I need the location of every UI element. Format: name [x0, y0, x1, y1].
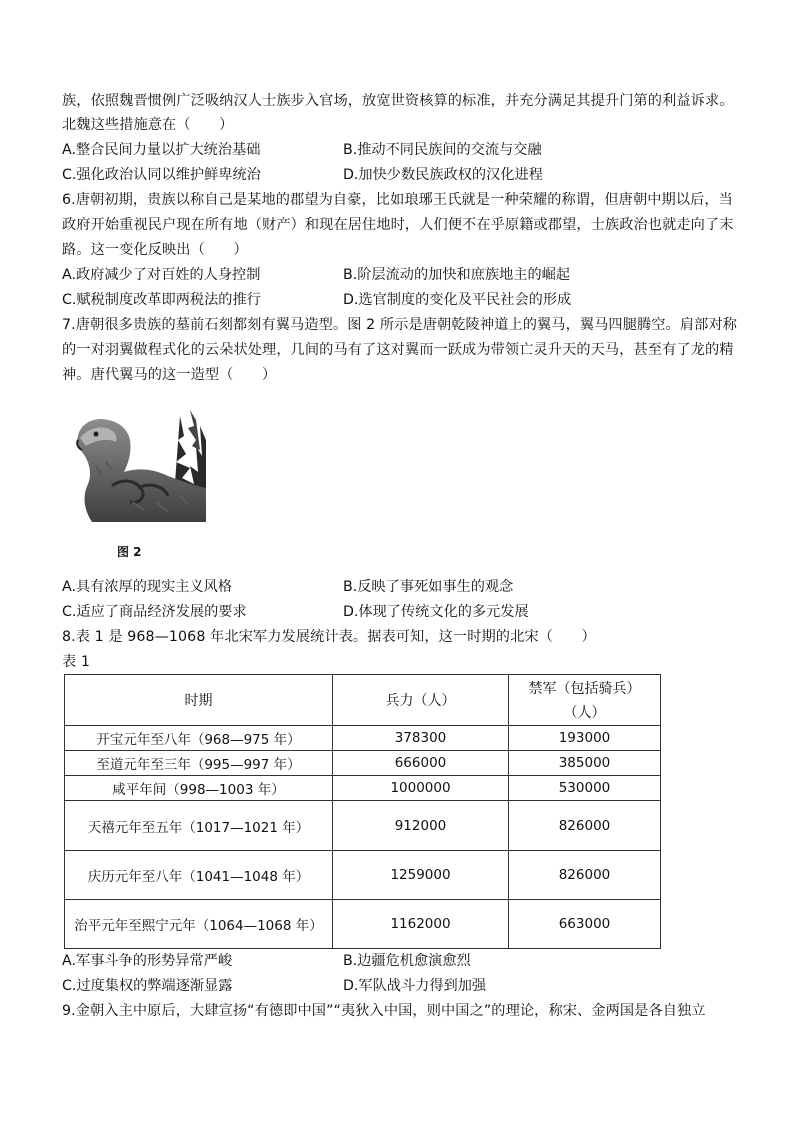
table-row: [65, 801, 661, 851]
cell-troops: 1162000: [333, 900, 509, 949]
table-label: 表 1: [62, 654, 91, 670]
q6-text-line-2: 政府开始重视民户现在所有地（财产）和现在居住地时，人们便不在乎原籍或郡望，士族政治也就走向了末: [62, 217, 734, 233]
header-guards-line-2: （人）: [563, 705, 606, 721]
q9-text-line-1: 9.金朝入主中原后，大肆宣扬“有德即中国”“夷狄入中国，则中国之”的理论，称宋、金两国是各自独立: [62, 1003, 706, 1019]
q8-option-b: B.边疆危机愈演愈烈: [343, 953, 471, 969]
cell-troops: 1000000: [333, 776, 509, 801]
table-header-row: [65, 675, 661, 726]
header-period: 时期: [65, 675, 333, 726]
header-troops: 兵力（人）: [333, 675, 509, 726]
figure-caption: 图 2: [117, 545, 142, 559]
q6-option-a: A.政府减少了对百姓的人身控制: [62, 267, 261, 283]
header-guards: [509, 675, 661, 726]
table-row: [65, 776, 661, 801]
header-guards-line-1: 禁军（包括骑兵）: [528, 681, 641, 697]
cell-period: 开宝元年至八年（968—975 年）: [65, 726, 333, 751]
q7-option-a: A.具有浓厚的现实主义风格: [62, 579, 233, 595]
q8-option-a: A.军事斗争的形势异常严峻: [62, 953, 233, 969]
q6-text-line-3: 路。这一变化反映出（ ）: [62, 242, 248, 258]
q6-option-d: D.选官制度的变化及平民社会的形成: [343, 292, 572, 308]
q5-option-d: D.加快少数民族政权的汉化进程: [343, 167, 543, 183]
cell-period: 天禧元年至五年（1017—1021 年）: [65, 801, 333, 851]
cell-guards: 530000: [509, 776, 661, 801]
q6-option-b: B.阶层流动的加快和庶族地主的崛起: [343, 267, 571, 283]
cell-troops: 378300: [333, 726, 509, 751]
q6-option-c: C.赋税制度改革即两税法的推行: [62, 292, 261, 308]
q8-option-d: D.军队战斗力得到加强: [343, 978, 487, 994]
q7-option-c: C.适应了商品经济发展的要求: [62, 604, 247, 620]
q7-text-line-3: 神。唐代翼马的这一造型（ ）: [62, 367, 277, 383]
table-row: [65, 751, 661, 776]
cell-guards: 193000: [509, 726, 661, 751]
cell-period: 至道元年至三年（995—997 年）: [65, 751, 333, 776]
q6-text-line-1: 6.唐朝初期，贵族以称自己是某地的郡望为自豪，比如琅琊王氏就是一种荣耀的称谓，但唐朝中期以后，当: [62, 192, 733, 208]
q7-text-line-1: 7.唐朝很多贵族的墓前石刻都刻有翼马造型。图 2 所示是唐朝乾陵神道上的翼马，翼马四腿腾空。肩部对称: [62, 317, 738, 333]
q5-option-b: B.推动不同民族间的交流与交融: [343, 142, 542, 158]
cell-guards: 663000: [509, 900, 661, 949]
q7-text-line-2: 的一对羽翼做程式化的云朵状处理，几间的马有了这对翼而一跃成为带领亡灵升天的天马，甚至有了龙的精: [62, 342, 734, 358]
q5-option-c: C.强化政治认同以维护鲜卑统治: [62, 167, 261, 183]
cell-troops: 666000: [333, 751, 509, 776]
cell-guards: 826000: [509, 801, 661, 851]
q7-option-b: B.反映了事死如事生的观念: [343, 579, 514, 595]
table-row: [65, 851, 661, 900]
table-row: [65, 726, 661, 751]
q5-option-a: A.整合民间力量以扩大统治基础: [62, 142, 261, 158]
q8-text-line-1: 8.表 1 是 968—1068 年北宋军力发展统计表。据表可知，这一时期的北宋（ ）: [62, 629, 596, 645]
cell-troops: 912000: [333, 801, 509, 851]
cell-period: 治平元年至熙宁元年（1064—1068 年）: [65, 900, 333, 949]
q7-option-d: D.体现了传统文化的多元发展: [343, 604, 529, 620]
cell-period: 庆历元年至八年（1041—1048 年）: [65, 851, 333, 900]
cell-guards: 826000: [509, 851, 661, 900]
winged-horse-photo: [72, 406, 208, 522]
cell-troops: 1259000: [333, 851, 509, 900]
cell-guards: 385000: [509, 751, 661, 776]
q5-text-line-1: 族，依照魏晋惯例广泛吸纳汉人士族步入官场，放宽世资核算的标准，并充分满足其提升门第的利益诉求。: [62, 93, 734, 109]
table-row: [65, 900, 661, 949]
cell-period: 咸平年间（998—1003 年）: [65, 776, 333, 801]
q8-option-c: C.过度集权的弊端逐渐显露: [62, 978, 233, 994]
q5-text-line-2: 北魏这些措施意在（ ）: [62, 117, 234, 133]
military-statistics-table: [64, 674, 661, 949]
